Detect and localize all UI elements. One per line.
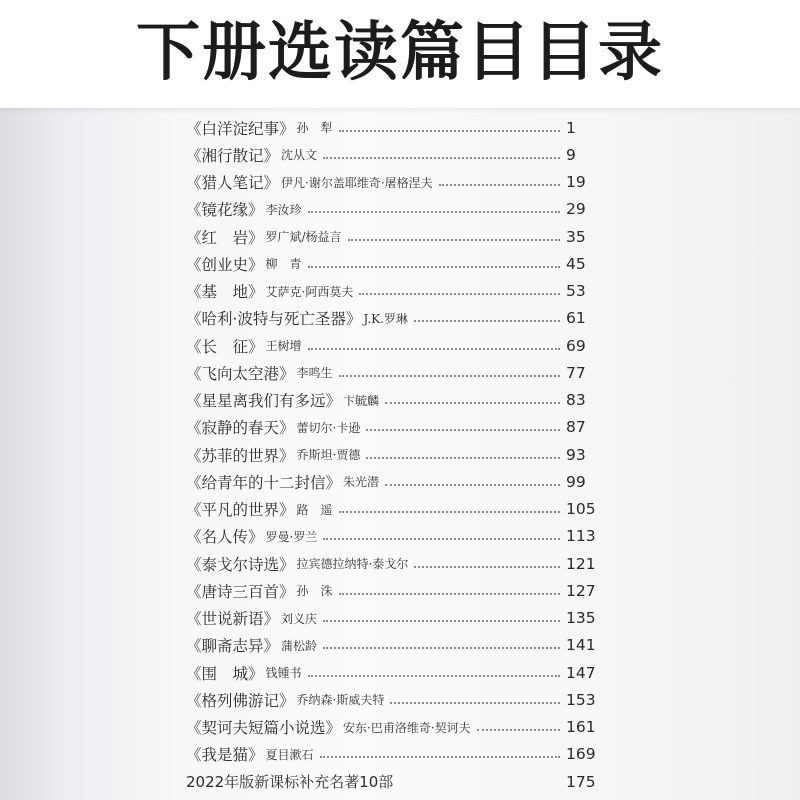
- toc-page-number: 77: [566, 363, 586, 382]
- toc-title: 《飞向太空港》: [186, 364, 295, 383]
- toc-dot-leader: [359, 291, 560, 295]
- toc-dot-leader: [477, 727, 560, 731]
- toc-page-number: 121: [566, 554, 596, 573]
- toc-row[interactable]: [186, 223, 596, 250]
- toc-page-number: 69: [566, 336, 586, 355]
- toc-page-number: 105: [566, 500, 596, 518]
- toc-author: 卞毓麟: [343, 393, 380, 408]
- toc-row[interactable]: [186, 468, 596, 495]
- toc-page-number: 153: [566, 690, 596, 709]
- toc-author: 刘义庆: [281, 611, 318, 626]
- toc-row[interactable]: [186, 741, 596, 768]
- toc-author: 路 遥: [296, 502, 333, 517]
- toc-dot-leader: [323, 155, 560, 159]
- toc-title: 《湘行散记》: [186, 146, 280, 165]
- toc-dot-leader: [390, 700, 560, 704]
- toc-title: 《寂静的春天》: [186, 419, 295, 438]
- toc-author: 蕾切尔·卡逊: [296, 420, 361, 435]
- toc-row[interactable]: [186, 359, 596, 386]
- toc-dot-leader: [339, 591, 560, 595]
- toc-dot-leader: [385, 482, 560, 486]
- toc-page-number: 141: [566, 636, 596, 655]
- toc-row[interactable]: [186, 523, 596, 550]
- toc-page-number: 113: [566, 527, 596, 546]
- toc-title: 《名人传》: [186, 528, 264, 547]
- toc-title: 《格列佛游记》: [186, 691, 295, 710]
- toc-row[interactable]: [186, 659, 596, 686]
- toc-title: 《给青年的十二封信》: [186, 473, 342, 492]
- toc-author: 夏目漱石: [265, 747, 314, 762]
- toc-row[interactable]: [186, 169, 596, 196]
- toc-row[interactable]: [186, 387, 596, 414]
- toc-dot-leader: [320, 754, 560, 758]
- toc-author: 艾萨克·阿西莫夫: [265, 284, 354, 299]
- toc-dot-leader: [308, 346, 560, 350]
- toc-author: 乔斯坦·贾德: [296, 448, 361, 462]
- toc-title: 《围 城》: [186, 664, 264, 683]
- toc-author: 罗曼·罗兰: [265, 529, 318, 544]
- toc-title: 《平凡的世界》: [186, 501, 295, 519]
- toc-row[interactable]: [186, 632, 596, 659]
- toc-page-number: 9: [566, 145, 576, 164]
- toc-page-number: 1: [566, 118, 576, 137]
- toc-author: 朱光潜: [343, 475, 380, 490]
- toc-page-number: 45: [566, 254, 586, 273]
- toc-row[interactable]: [186, 550, 596, 577]
- toc-author: 沈从文: [281, 148, 318, 163]
- toc-title: 《长 征》: [186, 337, 264, 356]
- toc-dot-leader: [308, 209, 560, 213]
- toc-author: J.K.罗琳: [363, 311, 408, 326]
- toc-title: 《哈利·波特与死亡圣器》: [186, 310, 362, 329]
- toc-author: 罗广斌/杨益言: [265, 230, 342, 244]
- toc-title: 2022年版新课标补充名著10部: [186, 773, 394, 791]
- toc-page-number: 29: [566, 200, 586, 219]
- toc-title: 《基 地》: [186, 283, 264, 301]
- toc-page-number: 83: [566, 391, 586, 409]
- toc-dot-leader: [366, 427, 560, 431]
- toc-dot-leader: [308, 673, 560, 677]
- toc-author: 伊凡·谢尔盖耶维奇·屠格涅夫: [281, 175, 433, 190]
- header: [0, 0, 800, 108]
- toc-title: 《契诃夫短篇小说选》: [186, 719, 342, 737]
- toc-page-number: 127: [566, 581, 596, 600]
- toc-title: 《泰戈尔诗选》: [186, 555, 295, 574]
- toc-dot-leader: [323, 618, 560, 622]
- toc-row[interactable]: [186, 141, 596, 168]
- toc-dot-leader: [323, 536, 560, 540]
- toc-page-number: 61: [566, 309, 586, 328]
- toc-page-number: 19: [566, 173, 586, 191]
- toc-page-number: 99: [566, 472, 586, 491]
- toc-author: 孙 洙: [296, 584, 333, 599]
- toc-title: 《世说新语》: [186, 610, 280, 628]
- toc-page-number: 175: [566, 772, 596, 791]
- toc-dot-leader: [339, 128, 560, 132]
- toc-title: 《红 岩》: [186, 228, 264, 247]
- toc-row[interactable]: [186, 196, 596, 223]
- toc-title: 《创业史》: [186, 255, 264, 274]
- page-title: 下册选读篇目目录: [136, 16, 664, 90]
- toc-row[interactable]: [186, 577, 596, 604]
- toc-row[interactable]: [186, 332, 596, 359]
- toc-dot-leader: [414, 564, 560, 568]
- toc-row[interactable]: [186, 305, 596, 332]
- toc-row[interactable]: [186, 441, 596, 468]
- toc-page-number: 93: [566, 445, 586, 464]
- toc-row[interactable]: [186, 414, 596, 441]
- toc-dot-leader: [339, 509, 560, 513]
- toc-page-number: 53: [566, 282, 586, 300]
- toc-page-number: 161: [566, 718, 596, 736]
- toc-page-number: 87: [566, 418, 586, 437]
- toc-dot-leader: [339, 373, 560, 377]
- toc-title: 《聊斋志异》: [186, 637, 280, 656]
- toc-title: 《唐诗三百首》: [186, 582, 295, 601]
- toc-title: 《我是猫》: [186, 746, 264, 765]
- toc-dot-leader: [439, 182, 560, 186]
- toc-dot-leader: [323, 645, 560, 649]
- toc-row[interactable]: [186, 278, 596, 305]
- toc-author: 孙 犁: [296, 121, 333, 135]
- toc-title: 《镜花缘》: [186, 201, 264, 220]
- toc-title: 《猎人笔记》: [186, 174, 280, 192]
- toc-row[interactable]: [186, 250, 596, 277]
- toc-row[interactable]: [186, 496, 596, 523]
- toc-dot-leader: [385, 400, 560, 404]
- toc-author: 乔纳森·斯威夫特: [296, 693, 385, 708]
- toc-author: 李鸣生: [296, 366, 333, 381]
- toc-page-number: 135: [566, 609, 596, 627]
- toc-author: 王树增: [265, 339, 302, 353]
- toc-row[interactable]: [186, 686, 596, 713]
- toc-dot-leader: [414, 318, 560, 322]
- toc-author: 蒲松龄: [281, 638, 318, 653]
- toc-page-number: 169: [566, 745, 596, 764]
- toc-dot-leader: [348, 237, 560, 241]
- toc-row[interactable]: [186, 114, 596, 141]
- toc-author: 钱锺书: [265, 666, 302, 680]
- toc-title: 《星星离我们有多远》: [186, 392, 342, 410]
- toc-author: 李汝珍: [265, 202, 302, 217]
- toc-supplement-row[interactable]: [186, 768, 596, 795]
- toc-row[interactable]: [186, 605, 596, 632]
- toc-page-number: 147: [566, 663, 596, 682]
- toc-dot-leader: [308, 264, 560, 268]
- toc-author: 柳 青: [265, 257, 302, 272]
- toc-title: 《白洋淀纪事》: [186, 119, 295, 138]
- toc-dot-leader: [366, 455, 560, 459]
- toc-page-number: 35: [566, 227, 586, 246]
- toc-author: 拉宾德拉纳特·泰戈尔: [296, 557, 409, 571]
- toc-title: 《苏菲的世界》: [186, 446, 295, 465]
- toc-row[interactable]: [186, 714, 596, 741]
- toc-author: 安东·巴甫洛维奇·契诃夫: [343, 720, 471, 735]
